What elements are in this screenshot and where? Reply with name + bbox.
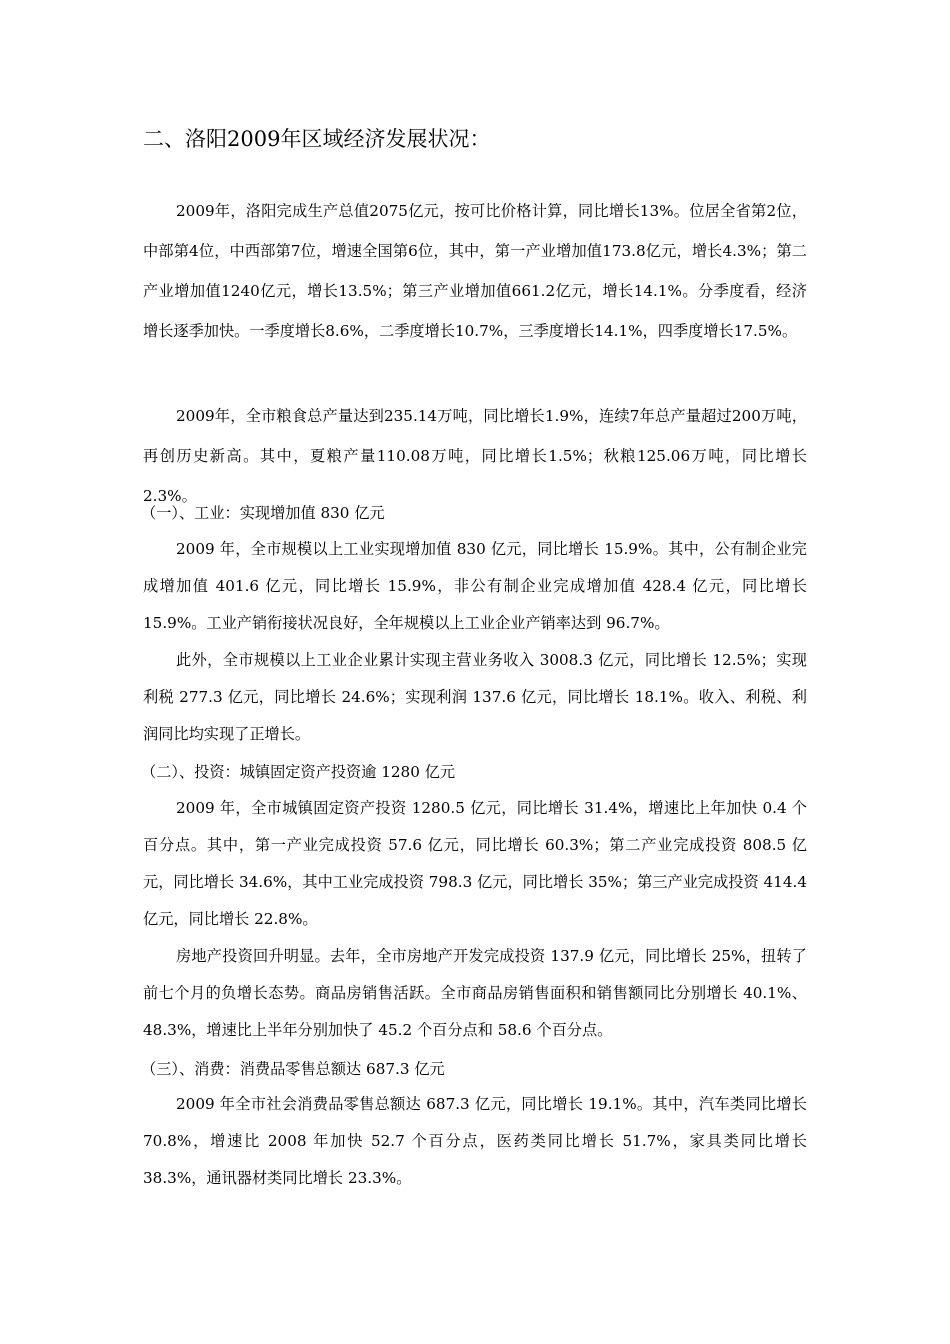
paragraph-retail-sales: 2009 年全市社会消费品零售总额达 687.3 亿元，同比增长 19.1%。其中，汽车类同比增长 70.8%，增速比 2008 年加快 52.7 个百分点，医药类同比增长 51.7%，家具类同比增长 38.3%，通讯器材类同比增长 23.3%。 <box>143 1095 807 1187</box>
section-heading-investment: （二）、投资：城镇固定资产投资逾 1280 亿元 <box>141 763 456 781</box>
document-title: 二、洛阳2009年区域经济发展状况： <box>143 127 491 151</box>
section-heading-consumption: （三）、消费：消费品零售总额达 687.3 亿元 <box>141 1060 445 1078</box>
paragraph-gdp: 2009年，洛阳完成生产总值2075亿元，按可比价格计算，同比增长13%。位居全省第2位，中部第4位，中西部第7位，增速全国第6位，其中，第一产业增加值173.8亿元，增长4.3%；第二产业增加值1240亿元，增长13.5%；第三产业增加值661.2亿元，增长14.1%。分季度看，经济增长逐季加快。一季度增长8.6%，二季度增长10.7%，三季度增长14.1%，四季度增长17.5%。 <box>143 202 807 340</box>
paragraph-industry-revenue: 此外，全市规模以上工业企业累计实现主营业务收入 3008.3 亿元，同比增长 12.5%；实现利税 277.3 亿元，同比增长 24.6%；实现利润 137.6 亿元，同比增长 18.1%。收入、利税、利润同比均实现了正增长。 <box>143 651 807 743</box>
paragraph-industry-value-added: 2009 年，全市规模以上工业实现增加值 830 亿元，同比增长 15.9%。其中，公有制企业完成增加值 401.6 亿元，同比增长 15.9%，非公有制企业完成增加值 428.4 亿元，同比增长 15.9%。工业产销衔接状况良好，全年规模以上工业企业产销率达到 96.7%。 <box>143 540 807 632</box>
paragraph-grain: 2009年，全市粮食总产量达到235.14万吨，同比增长1.9%，连续7年总产量超过200万吨，再创历史新高。其中，夏粮产量110.08万吨，同比增长1.5%；秋粮125.06万吨，同比增长2.3%。 <box>143 407 807 505</box>
section-heading-industry: （一）、工业：实现增加值 830 亿元 <box>141 504 385 522</box>
paragraph-real-estate: 房地产投资回升明显。去年，全市房地产开发完成投资 137.9 亿元，同比增长 25%，扭转了前七个月的负增长态势。商品房销售活跃。全市商品房销售面积和销售额同比分别增长 40.1%、48.3%，增速比上半年分别加快了 45.2 个百分点和 58.6 个百分点。 <box>143 947 807 1039</box>
paragraph-fixed-asset-investment: 2009 年，全市城镇固定资产投资 1280.5 亿元，同比增长 31.4%，增速比上年加快 0.4 个百分点。其中，第一产业完成投资 57.6 亿元，同比增长 60.3%；第二产业完成投资 808.5 亿元，同比增长 34.6%，其中工业完成投资 798.3 亿元，同比增长 35%；第三产业完成投资 414.4 亿元，同比增长 22.8%。 <box>143 799 807 928</box>
